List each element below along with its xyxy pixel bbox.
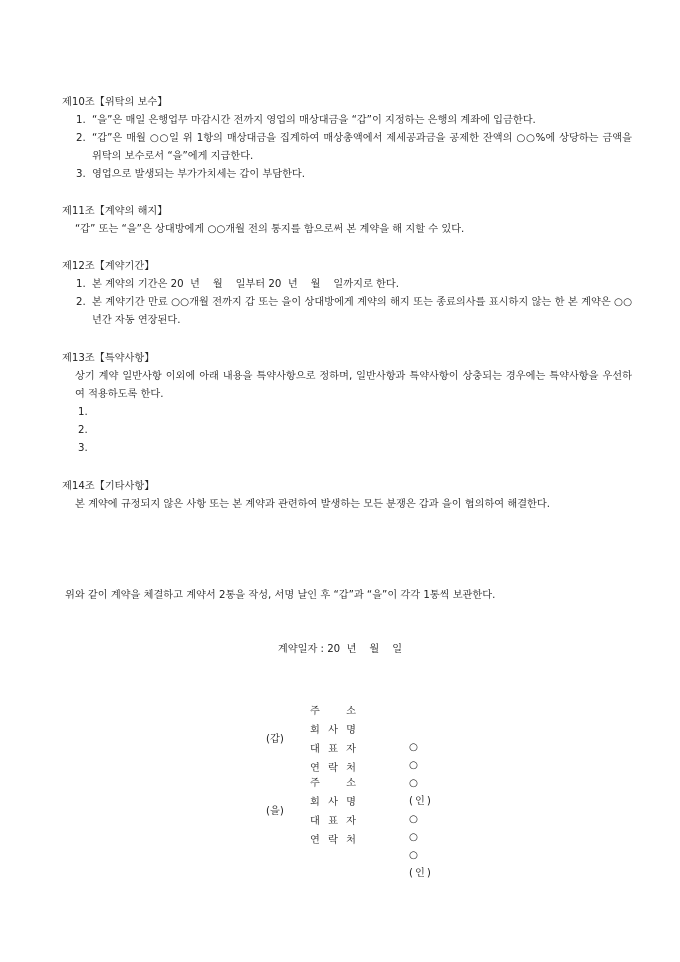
article-12-item-2 (62, 294, 632, 330)
item-number: 2. (76, 133, 86, 144)
article-14-title: 제14조【기타사항】 (62, 481, 155, 492)
item-text: “갑”은 매월 ○○일 위 1항의 매상대금을 집계하여 매상총액에서 제세공과금을 공제한 잔액의 ○○%에 상당하는 금액을 위탁의 보수로서 “을”에게 지급한다. (92, 133, 632, 162)
article-10-item-3 (62, 166, 632, 184)
party-a-signature: ○ ○ ○ (인) (409, 742, 433, 807)
item-text: 본 계약의 기간은 20 년 월 일부터 20 년 월 일까지로 한다. (92, 279, 399, 290)
article-12 (62, 258, 632, 330)
address-label: 주 소 (310, 778, 356, 789)
closing-statement: 위와 같이 계약을 체결하고 계약서 2통을 작성, 서명 날인 후 “갑”과 “을”이 각각 1통씩 보관한다. (65, 590, 496, 601)
article-12-item-1 (62, 276, 632, 294)
article-10-title: 제10조【위탁의 보수】 (62, 97, 168, 108)
party-b-fields (310, 774, 356, 850)
article-13 (62, 350, 632, 458)
article-11-title: 제11조【계약의 해지】 (62, 206, 168, 217)
special-terms-list (62, 404, 632, 458)
item-number: 2. (76, 297, 86, 308)
article-13-title: 제13조【특약사항】 (62, 353, 155, 364)
article-12-title: 제12조【계약기간】 (62, 261, 155, 272)
article-14 (62, 478, 632, 514)
article-11 (62, 203, 632, 239)
party-b-signature: ○ ○ ○ (인) (409, 814, 433, 879)
item-text: “을”은 매일 은행업무 마감시간 전까지 영업의 매상대금을 “갑”이 지정하는 은행의 계좌에 입금한다. (92, 115, 536, 126)
article-11-body: “갑” 또는 “을”은 상대방에게 ○○개월 전의 통지를 함으로써 본 계약을 해 지할 수 있다. (75, 224, 465, 235)
article-10 (62, 94, 632, 184)
article-13-body: 상기 계약 일반사항 이외에 아래 내용을 특약사항으로 정하며, 일반사항과 특약사항이 상충되는 경우에는 특약사항을 우선하여 적용하도록 한다. (75, 371, 632, 400)
contact-label: 연 락 처 (310, 763, 356, 774)
party-a-label: (갑) (266, 734, 284, 745)
party-a-fields (310, 702, 356, 778)
company-name-label: 회 사 명 (310, 725, 356, 736)
contract-date: 계약일자 : 20 년 월 일 (277, 644, 403, 655)
party-b-label: (을) (266, 806, 284, 817)
special-term-1: 1. (78, 407, 88, 418)
article-10-item-2 (62, 130, 632, 166)
contact-label: 연 락 처 (310, 835, 356, 846)
address-label: 주 소 (310, 706, 356, 717)
company-name-label: 회 사 명 (310, 797, 356, 808)
representative-label: 대 표 자 (310, 744, 356, 755)
item-number: 3. (76, 169, 86, 180)
item-text: 본 계약기간 만료 ○○개월 전까지 갑 또는 을이 상대방에게 계약의 해지 또는 종료의사를 표시하지 않는 한 본 계약은 ○○년간 자동 연장된다. (92, 297, 632, 326)
item-text: 영업으로 발생되는 부가가치세는 갑이 부담한다. (92, 169, 306, 180)
special-term-3: 3. (78, 443, 88, 454)
representative-label: 대 표 자 (310, 816, 356, 827)
article-14-body: 본 계약에 규정되지 않은 사항 또는 본 계약과 관련하여 발생하는 모든 분쟁은 갑과 을이 협의하여 해결한다. (75, 499, 550, 510)
special-term-2: 2. (78, 425, 88, 436)
item-number: 1. (76, 115, 86, 126)
article-10-item-1 (62, 112, 632, 130)
item-number: 1. (76, 279, 86, 290)
